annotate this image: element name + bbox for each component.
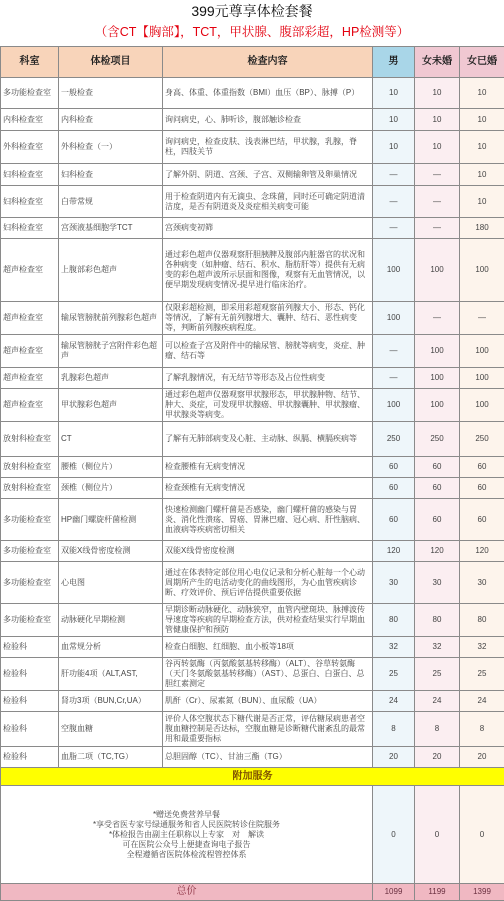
price-male-cell: 10	[373, 131, 415, 164]
page-title: 399元尊享体检套餐	[0, 0, 504, 22]
price-male-cell: —	[373, 186, 415, 218]
price-female-unmarried-cell: 100	[415, 335, 460, 368]
price-male-cell: —	[373, 335, 415, 368]
content-cell: 询问病史，检查皮肤、浅表淋巴结，甲状腺，乳腺，脊柱，四肢关节	[163, 131, 373, 164]
extra-line: 可在医院公众号上便捷查询电子报告	[3, 840, 370, 850]
table-body	[1, 78, 504, 768]
package-table	[0, 46, 504, 901]
total-price-male: 1099	[373, 884, 415, 901]
table-row	[1, 335, 504, 368]
table-header-row	[1, 47, 504, 78]
item-cell: 双能X线骨密度检测	[59, 541, 163, 562]
price-female-married-cell: 30	[460, 562, 504, 604]
price-male-cell: 25	[373, 658, 415, 691]
price-female-unmarried-cell: —	[415, 186, 460, 218]
price-male-cell: 80	[373, 604, 415, 637]
item-cell: 妇科检查	[59, 164, 163, 186]
price-male-cell: 100	[373, 389, 415, 422]
dept-cell: 超声检查室	[1, 389, 59, 422]
extra-line: *赠送免费营养早餐	[3, 810, 370, 820]
item-cell: 外科检查（一）	[59, 131, 163, 164]
table-row	[1, 186, 504, 218]
price-female-married-cell: 10	[460, 164, 504, 186]
price-male-cell: 60	[373, 499, 415, 541]
table-row	[1, 658, 504, 691]
item-cell: 内科检查	[59, 109, 163, 131]
price-female-unmarried-cell: 10	[415, 78, 460, 109]
extra-section	[1, 768, 504, 901]
price-female-unmarried-cell: 25	[415, 658, 460, 691]
price-female-unmarried-cell: 8	[415, 712, 460, 747]
dept-cell: 多功能检查室	[1, 604, 59, 637]
price-male-cell: —	[373, 368, 415, 389]
price-female-unmarried-cell: 100	[415, 368, 460, 389]
item-cell: 输尿管膀胱子宫附件彩色超声	[59, 335, 163, 368]
item-cell: 白带常规	[59, 186, 163, 218]
price-female-unmarried-cell: —	[415, 164, 460, 186]
dept-cell: 多功能检查室	[1, 499, 59, 541]
header-dept: 科室	[1, 47, 59, 78]
price-female-unmarried-cell: 250	[415, 422, 460, 457]
table-row	[1, 422, 504, 457]
price-male-cell: 24	[373, 691, 415, 712]
price-male-cell: 60	[373, 478, 415, 499]
table-row	[1, 131, 504, 164]
item-cell: 肝功能4项（ALT,AST,	[59, 658, 163, 691]
price-female-married-cell: 60	[460, 499, 504, 541]
content-cell: 总胆固醇（TC）、甘油三酯（TG）	[163, 747, 373, 768]
price-female-unmarried-cell: 100	[415, 239, 460, 302]
content-cell: 快速检测幽门螺杆菌是否感染，幽门螺杆菌的感染与胃炎、消化性溃疡、胃癌、胃淋巴瘤、冠心病、肝性脑病、血液病等疾病密切相关	[163, 499, 373, 541]
table-row	[1, 499, 504, 541]
price-male-cell: 100	[373, 239, 415, 302]
header-content: 检查内容	[163, 47, 373, 78]
extra-services-row	[1, 786, 504, 884]
price-female-unmarried-cell: 80	[415, 604, 460, 637]
price-female-married-cell: 20	[460, 747, 504, 768]
price-female-married-cell: 8	[460, 712, 504, 747]
extra-line: *享受省医专家号绿通服务和省人民医院转诊住院服务	[3, 820, 370, 830]
price-female-unmarried-cell: 120	[415, 541, 460, 562]
page-subtitle: （含CT【胸部】，TCT，甲状腺、腹部彩超，HP检测等）	[0, 22, 504, 42]
dept-cell: 外科检查室	[1, 131, 59, 164]
item-cell: 上腹部彩色超声	[59, 239, 163, 302]
content-cell: 询问病史，心、肺听诊，腹部触诊检查	[163, 109, 373, 131]
extra-heading: 附加服务	[1, 768, 504, 786]
item-cell: 血脂二项（TC,TG）	[59, 747, 163, 768]
table-row	[1, 478, 504, 499]
extra-line: *体检报告由副主任职称以上专家 对 解读	[3, 830, 370, 840]
table-row	[1, 747, 504, 768]
dept-cell: 内科检查室	[1, 109, 59, 131]
price-female-married-cell: 10	[460, 186, 504, 218]
content-cell: 仅限彩超检测，即采用彩超观察前列腺大小、形态、钙化等情况，了解有无前列腺增大、囊肿、结石、恶性病变等，判断前列腺疾病程度。	[163, 302, 373, 335]
item-cell: 心电图	[59, 562, 163, 604]
table-row	[1, 164, 504, 186]
table-row	[1, 389, 504, 422]
dept-cell: 多功能检查室	[1, 541, 59, 562]
content-cell: 通过彩色超声仪器观察甲状腺形态，甲状腺肿物、结节、肿大、炎症，可发现甲状腺癌、甲状腺囊肿、甲状腺瘤、甲状腺炎等病变。	[163, 389, 373, 422]
extra-price-female-unmarried: 0	[415, 786, 460, 884]
content-cell: 肌酐（Cr）、尿素氮（BUN）、血尿酸（UA）	[163, 691, 373, 712]
table-row	[1, 239, 504, 302]
item-cell: HP幽门螺旋杆菌检测	[59, 499, 163, 541]
price-female-married-cell: 25	[460, 658, 504, 691]
dept-cell: 妇科检查室	[1, 186, 59, 218]
content-cell: 通过彩色超声仪器观察肝胆胰脾及腹部内脏器官的状况和各种病变（如肿瘤、结石、积水、脂肪肝等）提供有无病变的彩色超声波所示层面和图像，观察有无血管情况，以便早期发现病变情况-提早进行临床治疗。	[163, 239, 373, 302]
dept-cell: 妇科检查室	[1, 164, 59, 186]
content-cell: 谷丙转氨酶（丙氨酸氨基转移酶）（ALT）、谷草转氨酶（天门冬氨酸氨基转移酶）（AST）、总蛋白、白蛋白、总胆红素测定	[163, 658, 373, 691]
price-male-cell: 120	[373, 541, 415, 562]
price-female-unmarried-cell: 20	[415, 747, 460, 768]
table-row	[1, 637, 504, 658]
dept-cell: 检验科	[1, 747, 59, 768]
price-female-married-cell: 250	[460, 422, 504, 457]
price-female-married-cell: 10	[460, 109, 504, 131]
item-cell: 一般检查	[59, 78, 163, 109]
content-cell: 了解乳腺情况，有无结节等形态及占位性病变	[163, 368, 373, 389]
content-cell: 通过在体表特定部位用心电仪记录和分析心脏每一个心动周期所产生的电活动变化的曲线图形，为心血管疾病诊断、疗效评价、预后评估提供重要依据	[163, 562, 373, 604]
extra-price-male: 0	[373, 786, 415, 884]
price-female-married-cell: 100	[460, 389, 504, 422]
dept-cell: 检验科	[1, 691, 59, 712]
price-female-unmarried-cell: 32	[415, 637, 460, 658]
header-female-married: 女已婚	[460, 47, 504, 78]
item-cell: 动脉硬化早期检测	[59, 604, 163, 637]
extra-heading-row	[1, 768, 504, 786]
dept-cell: 检验科	[1, 637, 59, 658]
price-female-married-cell: —	[460, 302, 504, 335]
dept-cell: 多功能检查室	[1, 562, 59, 604]
table-row	[1, 712, 504, 747]
table-row	[1, 457, 504, 478]
price-female-married-cell: 100	[460, 368, 504, 389]
price-female-married-cell: 120	[460, 541, 504, 562]
price-female-married-cell: 10	[460, 131, 504, 164]
table-row	[1, 541, 504, 562]
dept-cell: 检验科	[1, 658, 59, 691]
item-cell: 血常规分析	[59, 637, 163, 658]
content-cell: 身高、体重、体重指数（BMI）血压（BP）、脉搏（P）	[163, 78, 373, 109]
table-row	[1, 562, 504, 604]
extra-line: 全程遵循省医院体检流程管控体系	[3, 850, 370, 860]
header-female-unmarried: 女未婚	[415, 47, 460, 78]
price-female-married-cell: 10	[460, 78, 504, 109]
extra-services-list	[1, 786, 373, 884]
price-female-unmarried-cell: 60	[415, 457, 460, 478]
dept-cell: 超声检查室	[1, 302, 59, 335]
price-male-cell: —	[373, 218, 415, 239]
price-male-cell: 10	[373, 109, 415, 131]
table-row	[1, 109, 504, 131]
table-row	[1, 302, 504, 335]
item-cell: CT	[59, 422, 163, 457]
header-male: 男	[373, 47, 415, 78]
total-price-female-married: 1399	[460, 884, 504, 901]
content-cell: 检查白细胞、红细胞、血小板等18项	[163, 637, 373, 658]
content-cell: 了解外阴、阴道、宫颈、子宫、双侧输卵管及卵巢情况	[163, 164, 373, 186]
item-cell: 腰椎（侧位片）	[59, 457, 163, 478]
price-female-married-cell: 60	[460, 478, 504, 499]
price-female-married-cell: 80	[460, 604, 504, 637]
content-cell: 评价人体空腹状态下糖代谢是否正常，评估糖尿病患者空腹血糖控制是否达标，空腹血糖是诊断糖代谢紊乱的最常用和最重要指标	[163, 712, 373, 747]
price-female-married-cell: 100	[460, 335, 504, 368]
price-female-unmarried-cell: 10	[415, 109, 460, 131]
total-row	[1, 884, 504, 901]
price-female-unmarried-cell: —	[415, 218, 460, 239]
price-female-married-cell: 32	[460, 637, 504, 658]
content-cell: 可以检查子宫及附件中的输尿管、膀胱等病变，炎症、肿瘤、结石等	[163, 335, 373, 368]
content-cell: 宫颈病变初筛	[163, 218, 373, 239]
price-female-married-cell: 100	[460, 239, 504, 302]
content-cell: 用于检查阴道内有无滴虫、念珠菌，同时还可确定阴道清洁度，是否有阴道炎及炎症相关病变可能	[163, 186, 373, 218]
price-male-cell: 32	[373, 637, 415, 658]
dept-cell: 放射科检查室	[1, 478, 59, 499]
price-female-married-cell: 24	[460, 691, 504, 712]
price-female-unmarried-cell: 60	[415, 478, 460, 499]
content-cell: 检查腰椎有无病变情况	[163, 457, 373, 478]
content-cell: 双能X线骨密度检测	[163, 541, 373, 562]
item-cell: 乳腺彩色超声	[59, 368, 163, 389]
item-cell: 空腹血糖	[59, 712, 163, 747]
dept-cell: 放射科检查室	[1, 457, 59, 478]
price-male-cell: 10	[373, 78, 415, 109]
price-female-unmarried-cell: 30	[415, 562, 460, 604]
price-male-cell: 250	[373, 422, 415, 457]
dept-cell: 妇科检查室	[1, 218, 59, 239]
table-row	[1, 78, 504, 109]
content-cell: 检查颈椎有无病变情况	[163, 478, 373, 499]
dept-cell: 放射科检查室	[1, 422, 59, 457]
price-male-cell: —	[373, 164, 415, 186]
price-female-unmarried-cell: 100	[415, 389, 460, 422]
price-male-cell: 100	[373, 302, 415, 335]
table-row	[1, 691, 504, 712]
header-item: 体检项目	[59, 47, 163, 78]
item-cell: 肾功3项（BUN,Cr,UA）	[59, 691, 163, 712]
item-cell: 甲状腺彩色超声	[59, 389, 163, 422]
dept-cell: 多功能检查室	[1, 78, 59, 109]
price-male-cell: 8	[373, 712, 415, 747]
price-male-cell: 30	[373, 562, 415, 604]
dept-cell: 超声检查室	[1, 368, 59, 389]
dept-cell: 超声检查室	[1, 335, 59, 368]
price-female-unmarried-cell: 60	[415, 499, 460, 541]
dept-cell: 检验科	[1, 712, 59, 747]
table-row	[1, 218, 504, 239]
table-row	[1, 604, 504, 637]
extra-price-female-married: 0	[460, 786, 504, 884]
table-row	[1, 368, 504, 389]
price-female-unmarried-cell: —	[415, 302, 460, 335]
content-cell: 了解有无肺部病变及心脏、主动脉、纵膈、横膈疾病等	[163, 422, 373, 457]
price-female-married-cell: 180	[460, 218, 504, 239]
total-label: 总价	[1, 884, 373, 901]
total-price-female-unmarried: 1199	[415, 884, 460, 901]
price-male-cell: 60	[373, 457, 415, 478]
content-cell: 早期诊断动脉硬化、动脉狭窄，血管内壁斑块、脉搏波传导速度等疾病的早期检查方法，供对检查结果实行早期血管健康保护和预防	[163, 604, 373, 637]
price-female-unmarried-cell: 10	[415, 131, 460, 164]
item-cell: 颈椎（侧位片）	[59, 478, 163, 499]
dept-cell: 超声检查室	[1, 239, 59, 302]
price-female-unmarried-cell: 24	[415, 691, 460, 712]
item-cell: 宫颈液基细胞学TCT	[59, 218, 163, 239]
price-female-married-cell: 60	[460, 457, 504, 478]
item-cell: 输尿管膀胱前列腺彩色超声	[59, 302, 163, 335]
price-male-cell: 20	[373, 747, 415, 768]
